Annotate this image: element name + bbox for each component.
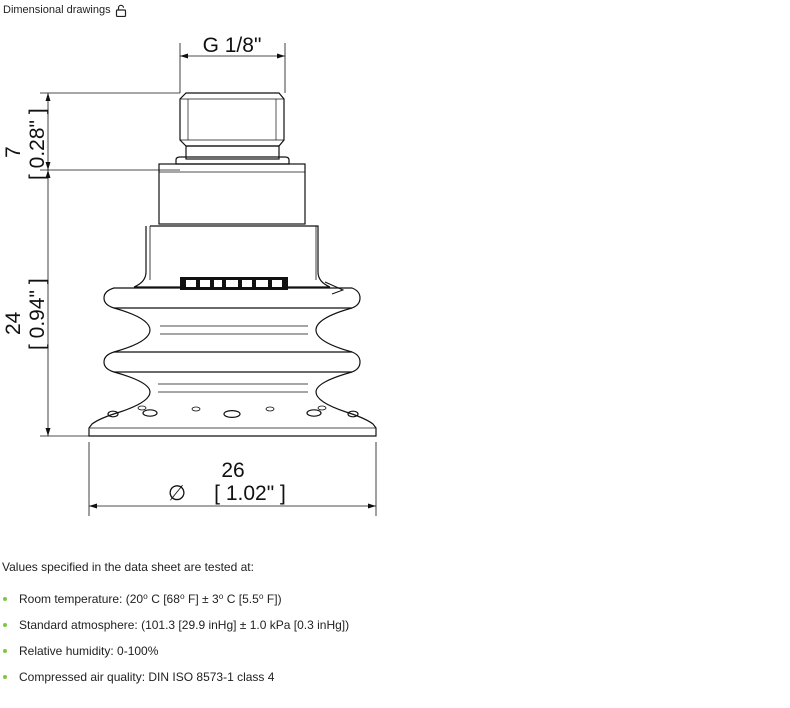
thread-label: G 1/8"	[202, 34, 262, 57]
section-title: Dimensional drawings	[3, 4, 111, 16]
body-height-mm: 24	[2, 311, 25, 335]
list-item	[2, 670, 782, 696]
diameter-symbol: ∅	[167, 482, 187, 505]
bullet-icon	[3, 623, 7, 627]
unlock-icon[interactable]	[115, 4, 127, 17]
test-conditions-list	[2, 592, 782, 696]
thread-length-in: [ 0.28" ]	[26, 108, 49, 180]
test-conditions	[2, 560, 782, 696]
list-item-text: Standard atmosphere: (101.3 [29.9 inHg] ± 1.0 kPa [0.3 inHg])	[19, 618, 350, 632]
list-item-text: Compressed air quality: DIN ISO 8573-1 class 4	[19, 670, 275, 684]
diameter-mm: 26	[221, 459, 245, 482]
diameter-dimension	[89, 442, 376, 516]
suction-cup-drawing	[89, 93, 376, 436]
list-item-text: Room temperature: (20⁰ C [68⁰ F] ± 3⁰ C [5.5⁰ F])	[19, 592, 282, 606]
thread-dimension	[180, 34, 285, 93]
test-conditions-intro: Values specified in the data sheet are tested at:	[2, 560, 254, 574]
bullet-icon	[3, 649, 7, 653]
thread-length-mm: 7	[2, 146, 25, 158]
list-item-text: Relative humidity: 0-100%	[19, 644, 159, 658]
diameter-in: [ 1.02" ]	[214, 482, 286, 505]
bullet-icon	[3, 675, 7, 679]
height-dimensions	[2, 93, 180, 436]
body-height-in: [ 0.94" ]	[26, 278, 49, 350]
bullet-icon	[3, 597, 7, 601]
section-header	[3, 2, 127, 18]
list-item	[2, 592, 782, 618]
list-item	[2, 618, 782, 644]
dimensional-drawing	[0, 20, 400, 530]
list-item	[2, 644, 782, 670]
